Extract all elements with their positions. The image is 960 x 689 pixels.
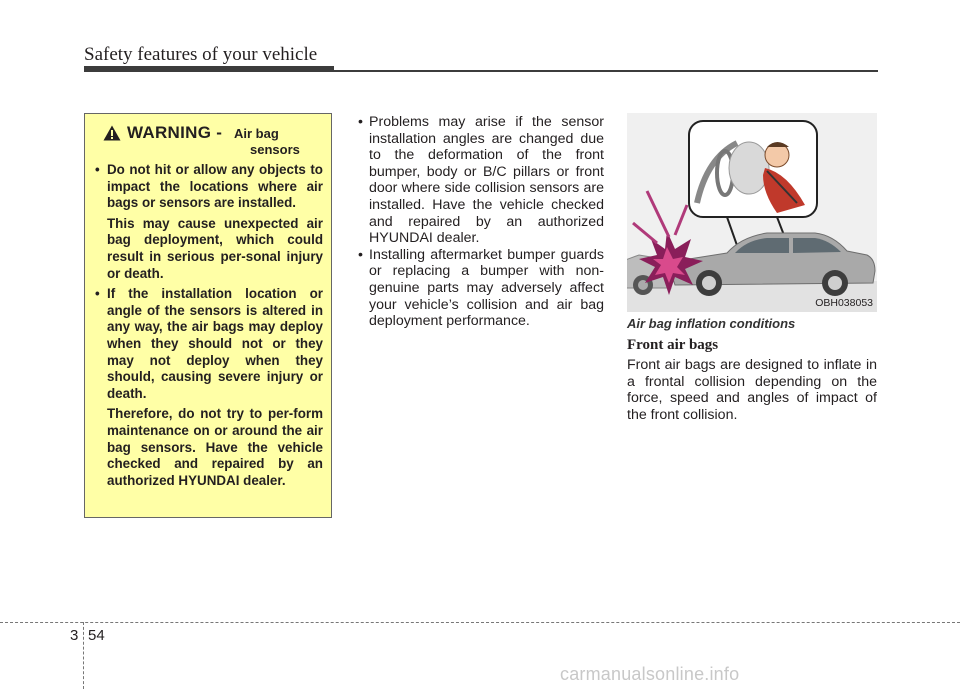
middle-bullet-list (356, 114, 604, 330)
page-header-title: Safety features of your vehicle (84, 44, 318, 65)
airbag-illustration (627, 113, 877, 312)
list-item (356, 247, 604, 330)
figure-code: OBH038053 (815, 297, 873, 309)
chapter-number: 3 (70, 627, 79, 644)
bullet-dot: • (95, 162, 100, 177)
bullet-dot: • (358, 246, 363, 263)
list-item (356, 114, 604, 247)
warning-triangle-icon (103, 125, 121, 141)
page-number: 54 (88, 627, 105, 644)
list-item-text: Installing aftermarket bumper guards or replacing a bumper with non-genuine parts may adversely affect your vehicle’s collision and air bag deployment performance. (369, 246, 604, 330)
warning-heading (95, 120, 323, 158)
section-heading: Front air bags (627, 337, 719, 353)
warning-item-text: Do not hit or allow any objects to impact the locations where air bags or sensors are installed. (107, 162, 323, 211)
right-column (627, 316, 877, 423)
warning-item-consequence: Therefore, do not try to per-form maintenance on or around the air bag sensors. Have the vehicle checked and repaired by an authorized HYUNDAI dealer. (107, 406, 323, 488)
watermark: carmanualsonline.info (560, 664, 740, 684)
list-item-text: Problems may arise if the sensor installation angles are changed due to the deformation of the front bumper, body or B/C pillars or front door where side collision sensors are installed. Have the vehicle checked and repaired by an authorized HYUNDAI dealer. (369, 114, 604, 247)
warning-item (95, 286, 323, 489)
footer-rule (0, 622, 960, 623)
warning-box (84, 113, 332, 518)
warning-item (95, 162, 323, 282)
warning-subject-line2: sensors (250, 142, 300, 157)
section-body: Front air bags are designed to inflate in a frontal collision depending on the force, speed and angles of impact of the front collision. (627, 357, 877, 423)
bullet-dot: • (95, 286, 100, 302)
warning-list (95, 162, 323, 489)
middle-column (356, 114, 604, 330)
car-collision-illustration (627, 113, 877, 312)
warning-label: WARNING - (127, 123, 223, 142)
warning-subject-line1: Air bag (234, 126, 279, 141)
header-rule (84, 70, 878, 72)
warning-item-text: If the installation location or angle of the sensors is altered in any way, the air bags may deploy when they should not or they may not deploy when they should, causing severe injury or death. (107, 286, 323, 401)
figure-caption: Air bag inflation conditions (627, 316, 796, 331)
warning-item-consequence: This may cause unexpected air bag deployment, which could result in serious per-sonal injury or death. (107, 215, 323, 281)
warning-subject (234, 126, 324, 158)
bullet-dot: • (358, 114, 363, 130)
footer-divider (83, 622, 84, 689)
